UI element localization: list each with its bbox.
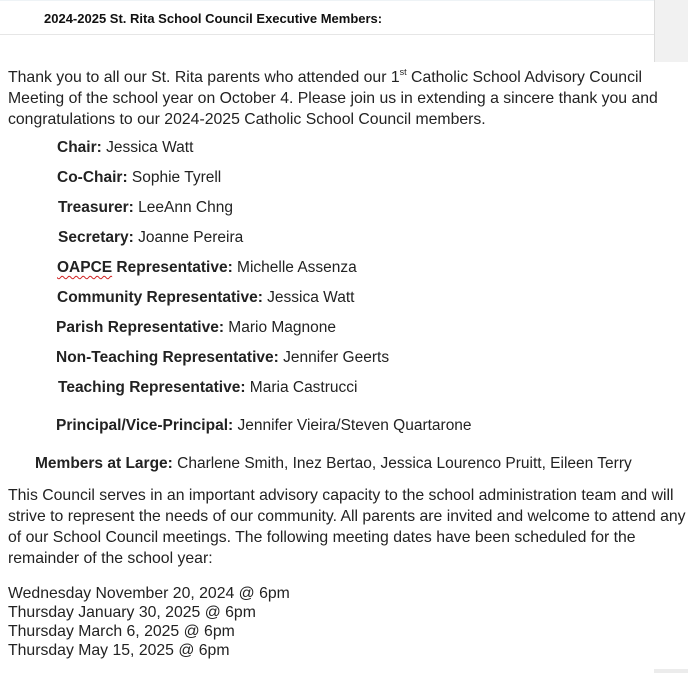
meeting-date: Thursday January 30, 2025 @ 6pm bbox=[8, 604, 256, 621]
member-name: Sophie Tyrell bbox=[127, 169, 222, 186]
intro-paragraph bbox=[8, 67, 686, 130]
member-name: Mario Magnone bbox=[224, 319, 337, 336]
member-name: Jessica Watt bbox=[262, 289, 355, 306]
member-treasurer bbox=[58, 199, 233, 217]
meeting-dates-list bbox=[8, 584, 290, 660]
member-community-representative bbox=[57, 289, 354, 307]
member-co-chair bbox=[57, 169, 221, 187]
intro-text-end: Catholic School Advisory Council Meeting of the school year on October 4. Please join us in extending a sincere thank you and congratulations to our 2024-2025 Catholic School Council members. bbox=[8, 69, 658, 128]
council-paragraph: This Council serves in an important advisory capacity to the school administration team and will strive to represent the needs of our community. All parents are invited and welcome to attend any of our School Council meetings. The following meeting dates have been scheduled for the remainder of the school year: bbox=[8, 487, 686, 567]
oapce-abbreviation: OAPCE bbox=[57, 259, 113, 276]
member-role: Parish Representative: bbox=[56, 319, 224, 336]
member-chair bbox=[57, 139, 193, 157]
member-name: LeeAnn Chng bbox=[133, 199, 233, 216]
meeting-date: Thursday May 15, 2025 @ 6pm bbox=[8, 642, 230, 659]
member-role: Chair: bbox=[57, 139, 102, 156]
member-name: Jessica Watt bbox=[101, 139, 194, 156]
member-name: Charlene Smith, Inez Bertao, Jessica Lourenco Pruitt, Eileen Terry bbox=[172, 455, 632, 472]
member-role-rest: Representative: bbox=[112, 259, 233, 276]
ordinal-superscript: st bbox=[399, 67, 407, 77]
member-role: Treasurer: bbox=[58, 199, 134, 216]
member-name: Jennifer Geerts bbox=[278, 349, 390, 366]
member-role: Secretary: bbox=[58, 229, 134, 246]
member-role bbox=[57, 259, 233, 276]
page-gutter bbox=[654, 0, 688, 62]
member-role: Teaching Representative: bbox=[58, 379, 246, 396]
member-role: Non-Teaching Representative: bbox=[56, 349, 279, 366]
member-name: Jennifer Vieira/Steven Quartarone bbox=[233, 417, 472, 434]
page-gutter-bottom bbox=[654, 669, 688, 673]
member-teaching-representative bbox=[58, 379, 357, 397]
section-header bbox=[0, 0, 654, 35]
section-title: 2024-2025 St. Rita School Council Executive Members: bbox=[44, 11, 383, 26]
member-non-teaching-representative bbox=[56, 349, 389, 367]
member-name: Joanne Pereira bbox=[133, 229, 244, 246]
member-name: Maria Castrucci bbox=[245, 379, 358, 396]
member-parish-representative bbox=[56, 319, 336, 337]
member-role: Community Representative: bbox=[57, 289, 263, 306]
member-secretary bbox=[58, 229, 243, 247]
meeting-date: Thursday March 6, 2025 @ 6pm bbox=[8, 623, 235, 640]
member-name: Michelle Assenza bbox=[232, 259, 357, 276]
meeting-date: Wednesday November 20, 2024 @ 6pm bbox=[8, 585, 290, 602]
member-role: Members at Large: bbox=[35, 455, 173, 472]
member-principal bbox=[56, 417, 472, 435]
intro-text-start: Thank you to all our St. Rita parents who attended our 1 bbox=[8, 69, 400, 86]
member-at-large bbox=[35, 455, 632, 473]
member-role: Principal/Vice-Principal: bbox=[56, 417, 234, 434]
member-role: Co-Chair: bbox=[57, 169, 128, 186]
member-oapce-representative bbox=[57, 259, 357, 277]
